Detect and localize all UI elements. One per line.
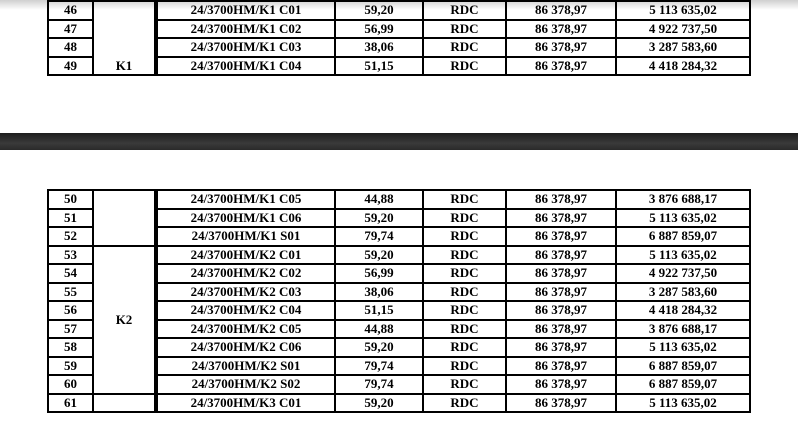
- unit-surface: 38,06: [335, 283, 423, 302]
- unit-total: 3 876 688,17: [616, 320, 750, 339]
- unit-price: 86 378,97: [506, 394, 616, 413]
- unit-total: 3 876 688,17: [616, 190, 750, 209]
- unit-reference: 24/3700HM/K2 C02: [157, 264, 335, 283]
- unit-surface: 79,74: [335, 357, 423, 376]
- unit-reference: 24/3700HM/K1 S01: [157, 227, 335, 246]
- unit-surface: 79,74: [335, 227, 423, 246]
- unit-surface: 44,88: [335, 190, 423, 209]
- table-row: [48, 190, 750, 209]
- unit-total: 6 887 859,07: [616, 375, 750, 394]
- unit-level: RDC: [423, 57, 506, 76]
- unit-surface: 51,15: [335, 57, 423, 76]
- unit-level: RDC: [423, 246, 506, 265]
- unit-number: 53: [48, 246, 93, 265]
- unit-total: 5 113 635,02: [616, 338, 750, 357]
- unit-number: 50: [48, 190, 93, 209]
- unit-price: 86 378,97: [506, 264, 616, 283]
- unit-reference: 24/3700HM/K1 C04: [157, 57, 335, 76]
- unit-price: 86 378,97: [506, 20, 616, 39]
- unit-total: 3 287 583,60: [616, 38, 750, 57]
- block-cell: [93, 1, 155, 75]
- unit-number: 61: [48, 394, 93, 413]
- unit-reference: 24/3700HM/K1 C03: [157, 38, 335, 57]
- unit-price: 86 378,97: [506, 227, 616, 246]
- unit-price: 86 378,97: [506, 283, 616, 302]
- unit-price: 86 378,97: [506, 38, 616, 57]
- unit-number: 60: [48, 375, 93, 394]
- unit-number: 46: [48, 1, 93, 20]
- table-row: [48, 394, 750, 413]
- unit-level: RDC: [423, 338, 506, 357]
- unit-number: 54: [48, 264, 93, 283]
- unit-price: 86 378,97: [506, 1, 616, 20]
- unit-number: 49: [48, 57, 93, 76]
- unit-reference: 24/3700HM/K1 C05: [157, 190, 335, 209]
- unit-surface: 79,74: [335, 375, 423, 394]
- unit-price: 86 378,97: [506, 190, 616, 209]
- unit-surface: 56,99: [335, 264, 423, 283]
- unit-total: 4 922 737,50: [616, 264, 750, 283]
- unit-total: 5 113 635,02: [616, 1, 750, 20]
- unit-level: RDC: [423, 227, 506, 246]
- unit-total: 5 113 635,02: [616, 246, 750, 265]
- unit-surface: 59,20: [335, 209, 423, 228]
- unit-total: 5 113 635,02: [616, 209, 750, 228]
- unit-total: 6 887 859,07: [616, 357, 750, 376]
- table-row: [48, 246, 750, 265]
- unit-reference: 24/3700HM/K2 C06: [157, 338, 335, 357]
- unit-reference: 24/3700HM/K1 C01: [157, 1, 335, 20]
- unit-reference: 24/3700HM/K2 C04: [157, 301, 335, 320]
- unit-level: RDC: [423, 264, 506, 283]
- unit-total: 4 922 737,50: [616, 20, 750, 39]
- unit-reference: 24/3700HM/K2 S02: [157, 375, 335, 394]
- unit-table-top: [47, 0, 751, 76]
- unit-price: 86 378,97: [506, 301, 616, 320]
- unit-number: 56: [48, 301, 93, 320]
- unit-number: 47: [48, 20, 93, 39]
- unit-level: RDC: [423, 301, 506, 320]
- unit-number: 52: [48, 227, 93, 246]
- unit-total: 4 418 284,32: [616, 301, 750, 320]
- page-break-band: [0, 133, 798, 150]
- block-cell-k1: [93, 190, 155, 246]
- unit-total: 6 887 859,07: [616, 227, 750, 246]
- block-label: K1: [115, 58, 133, 73]
- unit-price: 86 378,97: [506, 375, 616, 394]
- unit-table-bottom: [47, 189, 751, 413]
- unit-price: 86 378,97: [506, 246, 616, 265]
- unit-surface: 59,20: [335, 394, 423, 413]
- unit-surface: 59,20: [335, 246, 423, 265]
- unit-reference: 24/3700HM/K3 C01: [157, 394, 335, 413]
- unit-number: 51: [48, 209, 93, 228]
- unit-number: 48: [48, 38, 93, 57]
- table-row: [48, 1, 750, 20]
- unit-number: 58: [48, 338, 93, 357]
- unit-surface: 38,06: [335, 38, 423, 57]
- unit-level: RDC: [423, 190, 506, 209]
- unit-reference: 24/3700HM/K2 S01: [157, 357, 335, 376]
- unit-surface: 44,88: [335, 320, 423, 339]
- unit-surface: 56,99: [335, 20, 423, 39]
- unit-price: 86 378,97: [506, 338, 616, 357]
- unit-surface: 59,20: [335, 1, 423, 20]
- block-cell-k2: [93, 246, 155, 394]
- unit-surface: 59,20: [335, 338, 423, 357]
- unit-total: 5 113 635,02: [616, 394, 750, 413]
- unit-reference: 24/3700HM/K2 C05: [157, 320, 335, 339]
- unit-reference: 24/3700HM/K2 C01: [157, 246, 335, 265]
- unit-level: RDC: [423, 1, 506, 20]
- unit-level: RDC: [423, 320, 506, 339]
- unit-price: 86 378,97: [506, 357, 616, 376]
- unit-level: RDC: [423, 375, 506, 394]
- unit-level: RDC: [423, 394, 506, 413]
- unit-total: 3 287 583,60: [616, 283, 750, 302]
- block-cell-k3: [93, 394, 155, 413]
- unit-reference: 24/3700HM/K1 C02: [157, 20, 335, 39]
- unit-total: 4 418 284,32: [616, 57, 750, 76]
- unit-reference: 24/3700HM/K2 C03: [157, 283, 335, 302]
- unit-number: 57: [48, 320, 93, 339]
- unit-number: 55: [48, 283, 93, 302]
- unit-price: 86 378,97: [506, 320, 616, 339]
- unit-level: RDC: [423, 38, 506, 57]
- unit-price: 86 378,97: [506, 209, 616, 228]
- unit-level: RDC: [423, 209, 506, 228]
- unit-level: RDC: [423, 20, 506, 39]
- unit-surface: 51,15: [335, 301, 423, 320]
- unit-level: RDC: [423, 283, 506, 302]
- unit-reference: 24/3700HM/K1 C06: [157, 209, 335, 228]
- unit-level: RDC: [423, 357, 506, 376]
- unit-number: 59: [48, 357, 93, 376]
- unit-price: 86 378,97: [506, 57, 616, 76]
- block-label: K2: [115, 311, 133, 327]
